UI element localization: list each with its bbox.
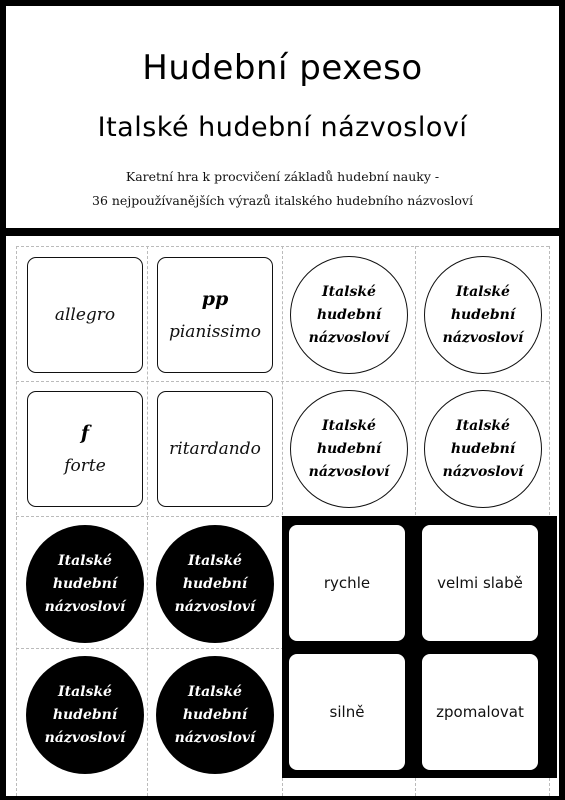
card-cell — [150, 650, 280, 780]
card-back-light[interactable] — [424, 256, 542, 374]
cut-line — [16, 246, 549, 247]
card-back-line: Italské — [58, 552, 112, 569]
card-back-line: názvosloví — [174, 598, 256, 615]
meaning-card-zpomalovat[interactable]: zpomalovat — [422, 654, 538, 770]
card-back-line: Italské — [188, 552, 242, 569]
card-back-line: Italské — [188, 683, 242, 700]
card-back-line: názvosloví — [44, 598, 126, 615]
meaning-card-silne[interactable]: silně — [289, 654, 405, 770]
card-back-line: Italské — [58, 683, 112, 700]
card-back-line: Italské — [322, 283, 376, 300]
card-back-light[interactable] — [290, 256, 408, 374]
card-back-line: názvosloví — [442, 463, 524, 480]
card-back-light[interactable] — [290, 390, 408, 508]
card-back-line: hudební — [52, 575, 118, 592]
card-back-dark[interactable] — [156, 656, 274, 774]
term-card-allegro[interactable] — [27, 257, 143, 373]
card-back-line: hudební — [316, 440, 382, 457]
term-card-pianissimo[interactable] — [157, 257, 273, 373]
card-term: ritardando — [169, 439, 261, 459]
card-back-light[interactable] — [424, 390, 542, 508]
meaning-card-rychle[interactable]: rychle — [289, 525, 405, 641]
card-cell — [20, 519, 150, 649]
card-sheet — [6, 236, 559, 796]
dynamic-symbol: pp — [201, 288, 229, 310]
card-cell — [20, 650, 150, 780]
card-back-line: hudební — [450, 306, 516, 323]
card-term: pianissimo — [168, 322, 262, 342]
card-cell — [418, 250, 548, 380]
page-title: Hudební pexeso — [142, 48, 423, 88]
card-back-line: hudební — [52, 706, 118, 723]
card-cell — [20, 384, 150, 514]
card-back-line: hudební — [316, 306, 382, 323]
dynamic-symbol: f — [80, 422, 90, 444]
cut-line — [16, 381, 549, 382]
card-back-dark[interactable] — [156, 525, 274, 643]
card-back-line: Italské — [456, 283, 510, 300]
card-back-dark[interactable] — [26, 525, 144, 643]
card-back-dark[interactable] — [26, 656, 144, 774]
card-back-line: názvosloví — [44, 729, 126, 746]
card-cell — [150, 384, 280, 514]
card-back-line: Italské — [456, 417, 510, 434]
term-card-ritardando[interactable] — [157, 391, 273, 507]
card-cell — [284, 384, 414, 514]
card-back-line: Italské — [322, 417, 376, 434]
description-line-1: Karetní hra k procvičení základů hudební nauky - — [125, 169, 440, 184]
page-subtitle: Italské hudební názvosloví — [97, 112, 468, 143]
card-term: forte — [64, 456, 106, 476]
card-cell — [20, 250, 150, 380]
term-card-forte[interactable] — [27, 391, 143, 507]
card-back-line: názvosloví — [442, 329, 524, 346]
card-back-line: hudební — [182, 706, 248, 723]
card-cell — [150, 519, 280, 649]
card-back-line: názvosloví — [308, 463, 390, 480]
header — [6, 6, 559, 228]
card-back-line: názvosloví — [174, 729, 256, 746]
meaning-cards-panel — [282, 516, 557, 778]
card-back-line: hudební — [182, 575, 248, 592]
card-cell — [150, 250, 280, 380]
card-back-line: hudební — [450, 440, 516, 457]
card-term: allegro — [54, 305, 116, 325]
card-cell — [284, 250, 414, 380]
card-cell — [418, 384, 548, 514]
cut-line — [16, 246, 17, 796]
meaning-card-velmi-slabe[interactable]: velmi slabě — [422, 525, 538, 641]
card-back-line: názvosloví — [308, 329, 390, 346]
description-line-2: 36 nejpoužívanějších výrazů italského hudebního názvosloví — [92, 193, 473, 208]
